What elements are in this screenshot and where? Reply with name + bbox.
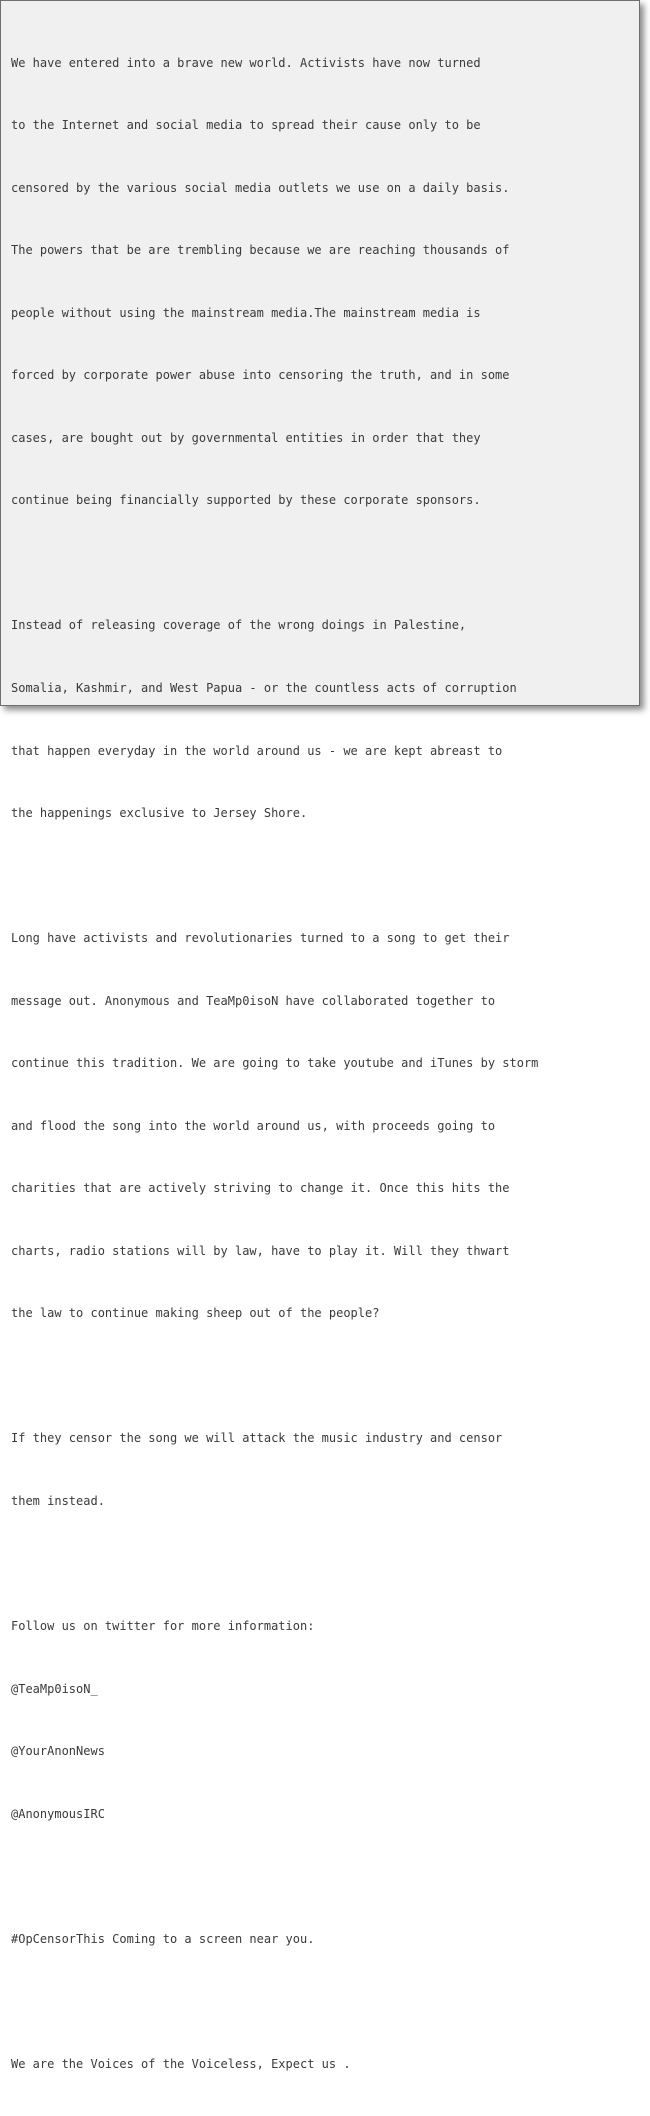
text-line: We have entered into a brave new world. Activists have now turned [11, 55, 481, 70]
twitter-handle: @AnonymousIRC [11, 1806, 105, 1821]
text-line: Somalia, Kashmir, and West Papua - or the countless acts of corruption [11, 681, 517, 695]
text-line: the happenings exclusive to Jersey Shore. [11, 806, 308, 821]
text-line: If they censor the song we will attack the music industry and censor [11, 1431, 503, 1446]
text-line: them instead. [11, 1493, 105, 1508]
text-line: Follow us on twitter for more information: [11, 1618, 315, 1633]
text-line: that happen everyday in the world around us - we are kept abreast to [11, 743, 503, 758]
text-line: We are the Voices of the Voiceless, Expect us . [11, 2056, 351, 2071]
text-line: and flood the song into the world around us, with proceeds going to [11, 1118, 496, 1133]
text-line: Instead of releasing coverage of the wrong doings in Palestine, [11, 618, 467, 633]
text-line: continue being financially supported by these corporate sponsors. [11, 493, 481, 508]
text-line: continue this tradition. We are going to take youtube and iTunes by storm [11, 1056, 539, 1071]
blank-line [11, 1866, 639, 1887]
blank-line [11, 1991, 639, 2012]
text-line: censored by the various social media outlets we use on a daily basis. [11, 180, 510, 195]
blank-line [11, 1553, 639, 1574]
twitter-handle: @YourAnonNews [11, 1744, 105, 1759]
twitter-handle: @TeaMp0isoN_ [11, 1681, 98, 1696]
blank-line [11, 1366, 639, 1387]
text-line: The powers that be are trembling because we are reaching thousands of [11, 243, 510, 258]
document-body [1, 1, 639, 2116]
text-line: message out. Anonymous and TeaMp0isoN have collaborated together to [11, 993, 496, 1008]
blank-line [11, 866, 639, 887]
text-line: forced by corporate power abuse into censoring the truth, and in some [11, 368, 510, 383]
text-line: people without using the mainstream media.The mainstream media is [11, 305, 481, 320]
text-line: charities that are actively striving to change it. Once this hits the [11, 1181, 510, 1196]
blank-line [11, 553, 639, 574]
text-line: charts, radio stations will by law, have to play it. Will they thwart [11, 1243, 510, 1258]
text-line: Long have activists and revolutionaries turned to a song to get their [11, 931, 510, 946]
text-line: to the Internet and social media to spread their cause only to be [11, 118, 481, 133]
text-line: the law to continue making sheep out of the people? [11, 1306, 380, 1321]
text-line: cases, are bought out by governmental entities in order that they [11, 430, 481, 445]
text-line: #OpCensorThis Coming to a screen near you. [11, 1931, 315, 1946]
